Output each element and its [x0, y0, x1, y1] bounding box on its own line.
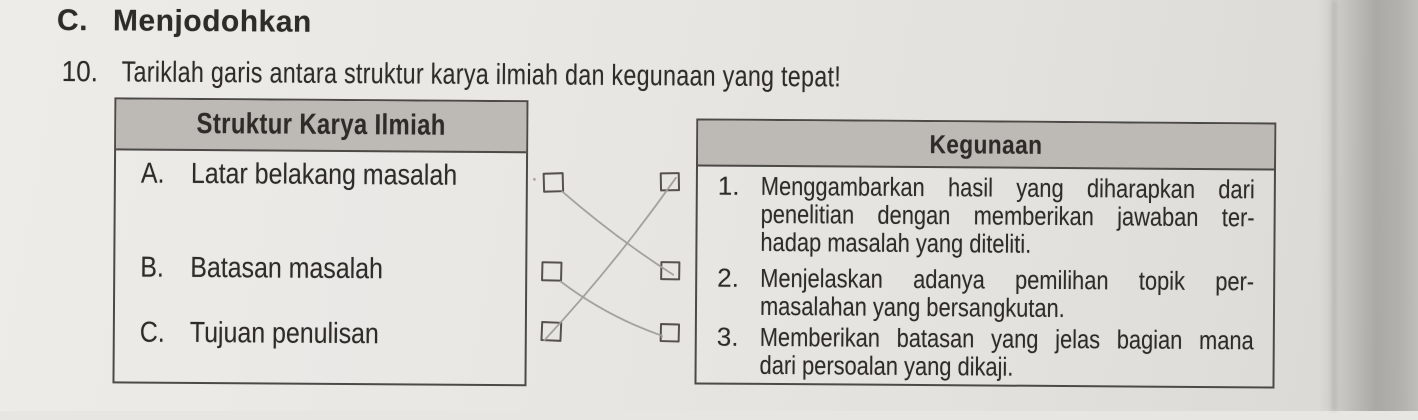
structure-table [112, 97, 528, 386]
usage-text [760, 323, 1254, 382]
answer-checkbox-a [543, 172, 565, 193]
usage-table-header: Kegunaan [698, 120, 1274, 170]
question-number: 10. [61, 56, 99, 89]
usage-line: Menjelaskan adanya pemilihan topik per- [760, 262, 1255, 297]
option-label: C. [139, 316, 165, 349]
usage-line: dari persoalan yang dikaji. [759, 349, 1014, 382]
structure-row-a [116, 157, 526, 192]
usage-row-2 [697, 262, 1273, 324]
usage-line: Menggambarkan hasil yang diharapkan dari [760, 170, 1255, 205]
option-text: Batasan masalah [190, 251, 384, 286]
structure-table-header: Struktur Karya Ilmiah [116, 99, 526, 153]
usage-table [694, 118, 1276, 388]
structure-row-c [115, 316, 525, 351]
option-label: B. [140, 251, 164, 284]
option-text: Latar belakang masalah [190, 157, 458, 192]
structure-row-b [115, 251, 525, 286]
usage-line: penelitian dengan memberikan jawaban ter- [760, 198, 1255, 233]
usage-number: 1. [717, 170, 740, 201]
usage-line: Memberikan batasan yang jelas bagian mana [759, 321, 1254, 356]
answer-checkbox-c [540, 321, 562, 342]
section-title: Menjodohkan [112, 4, 312, 39]
question-instruction: Tariklah garis antara struktur karya ilmiah dan kegunaan yang tepat! [121, 56, 842, 94]
answer-checkbox-1 [660, 172, 680, 191]
page-edge-shadow [1318, 0, 1418, 411]
section-label: C. [56, 3, 89, 38]
option-label: A. [140, 157, 165, 190]
usage-line: masalahan yang bersangkutan. [759, 290, 1065, 324]
usage-text [760, 172, 1254, 259]
usage-line: hadap masalah yang diteliti. [760, 226, 1032, 259]
answer-checkbox-3 [660, 323, 680, 342]
usage-row-3 [697, 321, 1273, 382]
section-heading [57, 4, 312, 39]
usage-number: 2. [717, 262, 740, 293]
usage-row-1 [698, 170, 1274, 259]
usage-text [760, 264, 1254, 323]
answer-checkbox-2 [660, 261, 680, 280]
answer-checkbox-b [541, 261, 562, 282]
option-text: Tujuan penulisan [189, 316, 379, 351]
usage-number: 3. [716, 321, 739, 352]
question [62, 57, 1021, 94]
